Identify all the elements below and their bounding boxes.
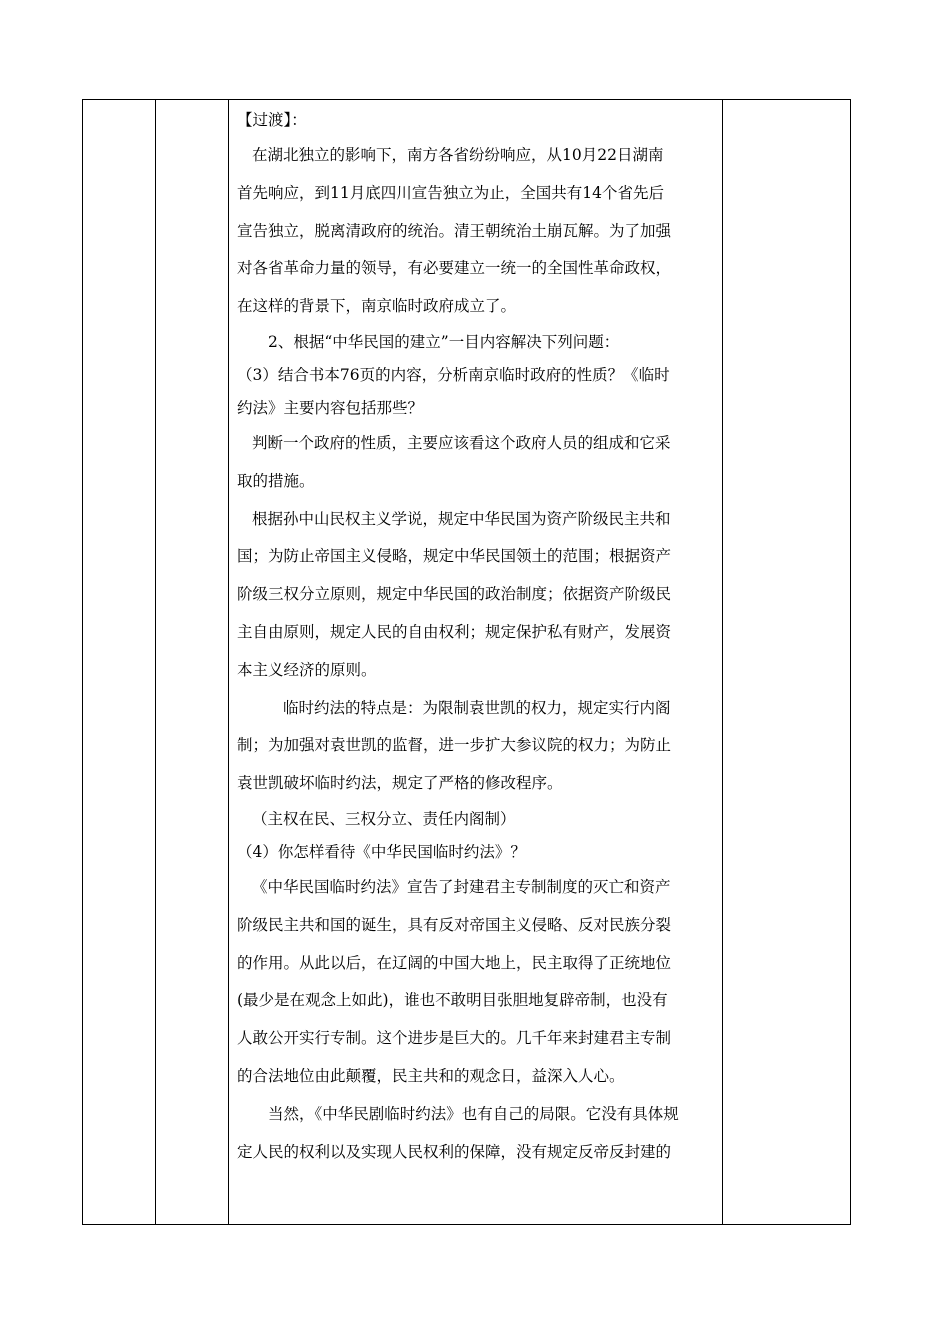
paragraph-line: 对各省革命力量的领导，有必要建立一统一的全国性革命政权， [237, 259, 672, 278]
lesson-plan-table [82, 99, 851, 1225]
answer-line: 根据孙中山民权主义学说，规定中华民国为资产阶级民主共和 [252, 509, 671, 528]
answer-line: 袁世凯破坏临时约法，规定了严格的修改程序。 [237, 774, 563, 793]
answer-line: 判断一个政府的性质，主要应该看这个政府人员的组成和它采 [252, 433, 671, 452]
table-row [83, 100, 851, 1225]
paragraph-line: 首先响应，到11月底四川宣告独立为止，全国共有14个省先后 [237, 183, 664, 202]
paragraph-line: 在这样的背景下，南京临时政府成立了。 [237, 297, 517, 316]
question-line: 约法》主要内容包括那些？ [237, 398, 424, 417]
answer-line: 阶级民主共和国的诞生，具有反对帝国主义侵略、反对民族分裂 [237, 915, 672, 934]
column-1-cell [83, 100, 156, 1225]
answer-line: (最少是在观念上如此)，谁也不敢明目张胆地复辟帝制，也没有 [237, 991, 668, 1010]
answer-line: 国；为防止帝国主义侵略，规定中华民国领土的范围；根据资产 [237, 547, 672, 566]
question-heading: 2、根据“中华民国的建立”一目内容解决下列问题： [268, 332, 620, 351]
answer-line: 的作用。从此以后，在辽阔的中国大地上，民主取得了正统地位 [237, 953, 672, 972]
answer-line: 定人民的权利以及实现人民权利的保障，没有规定反帝反封建的 [237, 1142, 672, 1161]
question-line: （3）结合书本76页的内容，分析南京临时政府的性质？《临时 [237, 365, 670, 384]
answer-line: 临时约法的特点是：为限制袁世凯的权力，规定实行内阁 [283, 698, 671, 717]
transition-heading: 【过渡】： [237, 111, 307, 129]
paragraph-line: 宣告独立，脱离清政府的统治。清王朝统治土崩瓦解。为了加强 [237, 221, 672, 240]
lesson-content [229, 100, 722, 1171]
answer-line: 主自由原则，规定人民的自由权利；规定保护私有财产，发展资 [237, 622, 672, 641]
content-cell [229, 100, 723, 1225]
column-2-cell [156, 100, 229, 1225]
notes-cell [723, 100, 851, 1225]
question-line: （4）你怎样看待《中华民国临时约法》？ [237, 842, 526, 861]
answer-line: 的合法地位由此颠覆，民主共和的观念日，益深入人心。 [237, 1066, 625, 1085]
answer-line: 《中华民国临时约法》宣告了封建君主专制制度的灭亡和资产 [252, 877, 671, 896]
answer-line: 取的措施。 [237, 471, 315, 490]
answer-line: 制；为加强对袁世凯的监督，进一步扩大参议院的权力；为防止 [237, 736, 672, 755]
answer-line: 阶级三权分立原则，规定中华民国的政治制度；依据资产阶级民 [237, 585, 672, 604]
paragraph-line: 在湖北独立的影响下，南方各省纷纷响应，从10月22日湖南 [252, 146, 664, 164]
answer-line: 人敢公开实行专制。这个进步是巨大的。几千年来封建君主专制 [237, 1029, 672, 1048]
summary-line: （主权在民、三权分立、责任内阁制） [252, 809, 516, 828]
answer-line: 本主义经济的原则。 [237, 660, 377, 679]
answer-line: 当然，《中华民剧临时约法》也有自己的局限。它没有具体规 [268, 1104, 679, 1123]
